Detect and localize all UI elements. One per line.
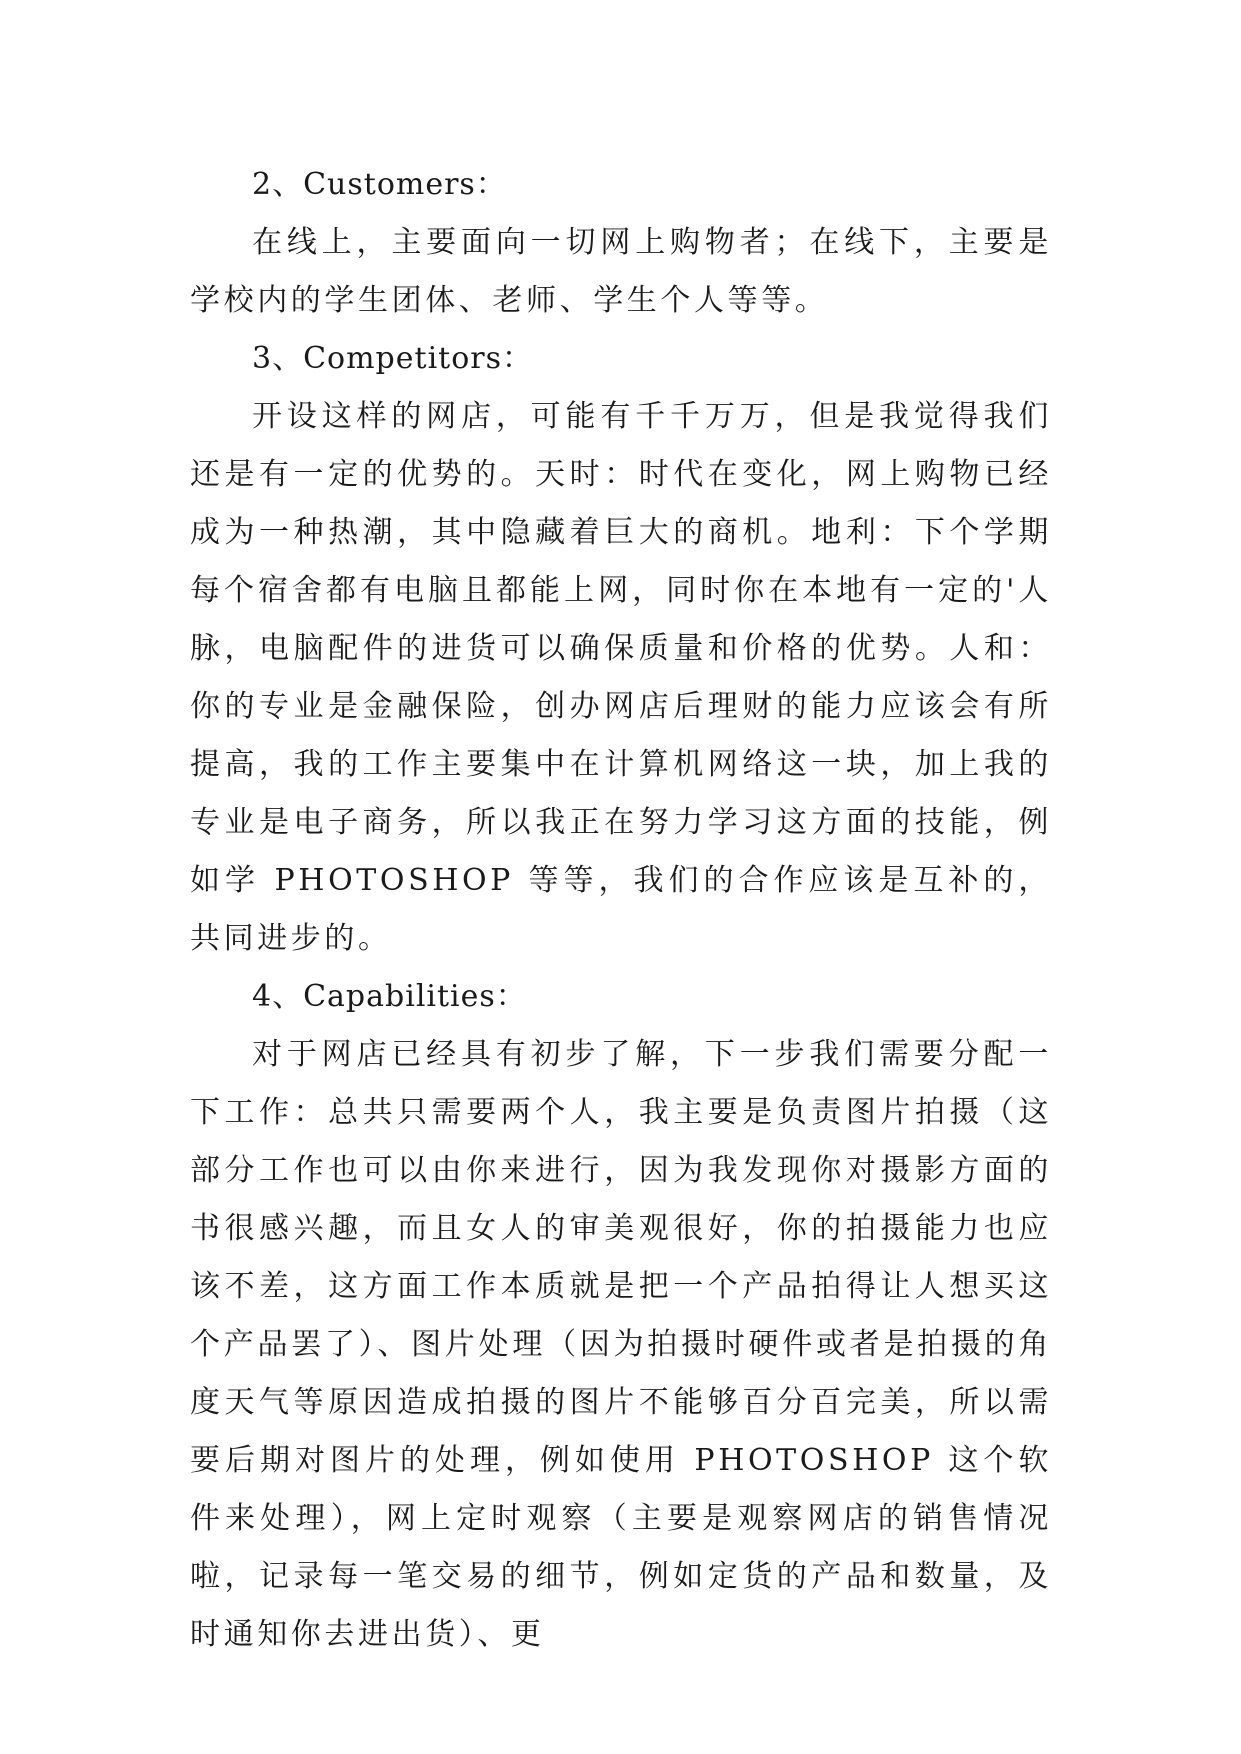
section-paragraph-competitors: 开设这样的网店，可能有千千万万，但是我觉得我们还是有一定的优势的。天时：时代在变化，网上购物已经成为一种热潮，其中隐藏着巨大的商机。地利：下个学期每个宿舍都有电脑且都能上网，同时你在本地有一定的'人脉，电脑配件的进货可以确保质量和价格的优势。人和：你的专业是金融保险，创办网店后理财的能力应该会有所提高，我的工作主要集中在计算机网络这一块，加上我的专业是电子商务，所以我正在努力学习这方面的技能，例如学 PHOTOSHOP 等等，我们的合作应该是互补的，共同进步的。: [190, 399, 1052, 956]
document-body: [190, 156, 1052, 1664]
section-paragraph-capabilities: 对于网店已经具有初步了解，下一步我们需要分配一下工作：总共只需要两个人，我主要是负责图片拍摄（这部分工作也可以由你来进行，因为我发现你对摄影方面的书很感兴趣，而且女人的审美观很好，你的拍摄能力也应该不差，这方面工作本质就是把一个产品拍得让人想买这个产品罢了）、图片处理（因为拍摄时硬件或者是拍摄的角度天气等原因造成拍摄的图片不能够百分百完美，所以需要后期对图片的处理，例如使用 PHOTOSHOP 这个软件来处理），网上定时观察（主要是观察网店的销售情况啦，记录每一笔交易的细节，例如定货的产品和数量，及时通知你去进出货）、更: [190, 1037, 1052, 1652]
section-heading-customers: 2、Customers：: [252, 167, 507, 202]
section-heading-competitors: 3、Competitors：: [252, 341, 534, 376]
section-paragraph-customers: 在线上，主要面向一切网上购物者；在线下，主要是学校内的学生团体、老师、学生个人等等。: [190, 225, 1052, 318]
section-heading-capabilities: 4、Capabilities：: [252, 979, 527, 1014]
